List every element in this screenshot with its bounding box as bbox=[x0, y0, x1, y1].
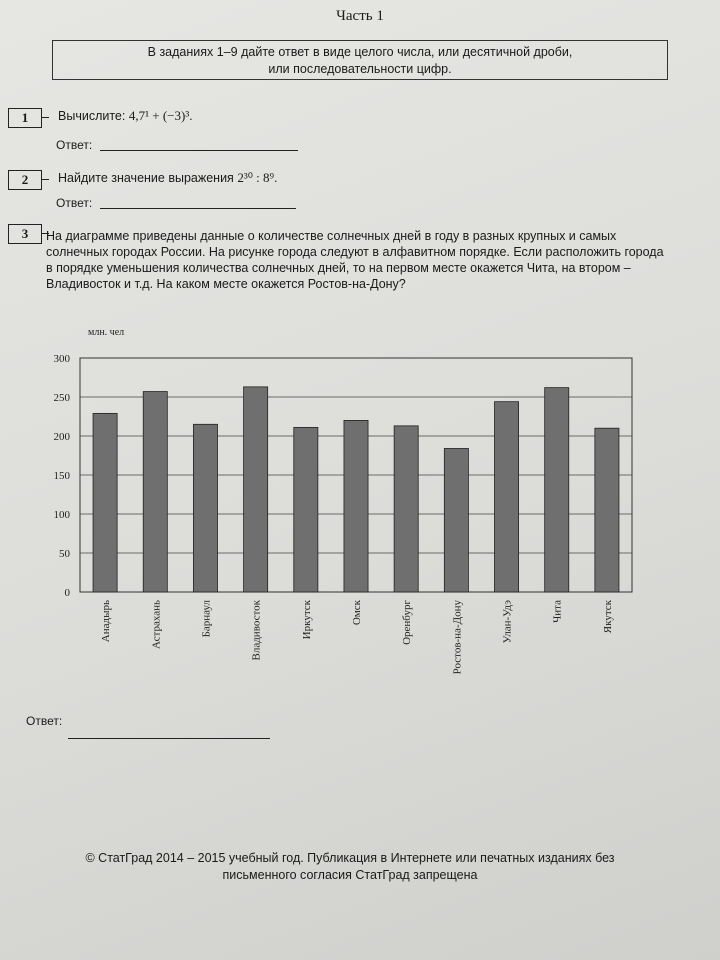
bar-11 bbox=[595, 428, 619, 592]
question-2-number: 2 bbox=[8, 170, 42, 190]
x-category-label-7: Оренбург bbox=[401, 600, 414, 645]
y-tick-label-300: 300 bbox=[53, 353, 70, 365]
bar-7 bbox=[394, 426, 418, 592]
x-category-label-5: Иркутск bbox=[300, 600, 313, 640]
footer-line-1: © СтатГрад 2014 – 2015 учебный год. Публикация в Интернете или печатных изданиях без bbox=[85, 851, 615, 865]
footer-line-2: письменного согласия СтатГрад запрещена bbox=[222, 868, 478, 882]
bar-3 bbox=[193, 424, 217, 592]
bar-5 bbox=[294, 427, 318, 592]
instruction-box bbox=[52, 40, 668, 80]
y-tick-label-150: 150 bbox=[53, 470, 70, 482]
x-category-label-8: Ростов-на-Дону bbox=[451, 600, 464, 675]
bar-2 bbox=[143, 392, 167, 592]
question-2-answer-label: Ответ: bbox=[56, 196, 93, 210]
question-2-formula: 2³⁰ : 8⁹. bbox=[237, 170, 278, 185]
bar-4 bbox=[244, 387, 268, 592]
question-1-answer-line[interactable] bbox=[100, 150, 298, 151]
instruction-line-1: В заданиях 1–9 дайте ответ в виде целого числа, или десятичной дроби, bbox=[147, 45, 573, 59]
bar-1 bbox=[93, 413, 117, 592]
x-category-label-11: Якутск bbox=[601, 600, 614, 634]
question-2-answer-line[interactable] bbox=[100, 208, 296, 209]
instruction-line-2: или последовательности цифр. bbox=[268, 62, 452, 76]
x-category-label-10: Чита bbox=[551, 600, 564, 623]
question-3-text: На диаграмме приведены данные о количестве солнечных дней в году в разных крупных и самых солнечных городах России. На рисунке города следуют в алфавитном порядке. Если расположить города в порядке уменьшения количества солнечных дней, то на первом месте окажется Чита, на втором – Владивосток и т.д. На каком месте окажется Ростов-на-Дону? bbox=[46, 229, 664, 291]
part-title: Часть 1 bbox=[336, 8, 384, 24]
bar-8 bbox=[444, 448, 468, 592]
question-2-text bbox=[58, 170, 277, 186]
y-tick-label-250: 250 bbox=[53, 392, 70, 404]
y-tick-label-200: 200 bbox=[53, 431, 70, 443]
x-category-label-6: Омск bbox=[351, 600, 363, 626]
bar-chart-svg bbox=[0, 320, 720, 720]
y-tick-label-50: 50 bbox=[59, 548, 70, 560]
x-category-label-3: Барнаул bbox=[200, 600, 213, 638]
question-1-text bbox=[58, 108, 192, 124]
y-tick-label-0: 0 bbox=[64, 587, 70, 599]
bar-6 bbox=[344, 420, 368, 592]
question-3-number: 3 bbox=[8, 224, 42, 244]
x-category-label-9: Улан-Удэ bbox=[501, 600, 514, 644]
y-axis-unit-label: млн. чел bbox=[88, 327, 125, 338]
bar-9 bbox=[495, 402, 519, 592]
bar-10 bbox=[545, 388, 569, 592]
question-1-formula: 4,7¹ + (−3)³. bbox=[128, 108, 193, 123]
y-tick-label-100: 100 bbox=[53, 509, 70, 521]
question-1-prompt: Вычислите: bbox=[58, 109, 126, 123]
x-category-label-1: Анадырь bbox=[100, 600, 113, 643]
sunny-days-chart bbox=[0, 320, 720, 720]
x-category-label-2: Астрахань bbox=[150, 600, 163, 650]
question-3-answer-line[interactable] bbox=[68, 738, 270, 739]
question-3-answer-label: Ответ: bbox=[26, 714, 63, 728]
question-1-answer-label: Ответ: bbox=[56, 138, 93, 152]
question-2-prompt: Найдите значение выражения bbox=[58, 171, 234, 185]
x-category-label-4: Владивосток bbox=[250, 600, 263, 661]
question-1-number: 1 bbox=[8, 108, 42, 128]
copyright-footer bbox=[30, 850, 670, 884]
